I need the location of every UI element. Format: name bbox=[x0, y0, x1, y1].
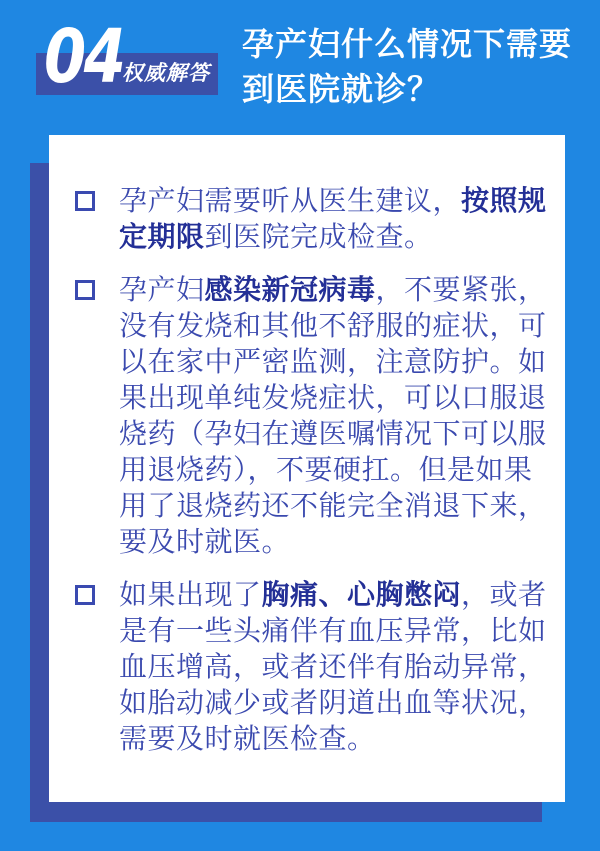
bullet-text bbox=[119, 272, 547, 560]
bullet-text bbox=[119, 577, 547, 757]
page-title bbox=[242, 22, 572, 112]
bullet-item bbox=[75, 577, 547, 757]
checkbox-icon bbox=[75, 280, 95, 300]
checkbox-icon bbox=[75, 191, 95, 211]
bullet-list bbox=[75, 183, 547, 774]
text-segment-bold: 按照规定期限 bbox=[119, 184, 547, 253]
section-number: 04 bbox=[44, 14, 124, 100]
title-line-1: 孕产妇什么情况下需要 bbox=[242, 25, 573, 63]
text-segment: 到医院完成检查。 bbox=[204, 220, 433, 253]
checkbox-icon bbox=[75, 585, 95, 605]
text-segment: 孕产妇 bbox=[119, 273, 205, 306]
badge-label: 权威解答 bbox=[122, 61, 210, 85]
text-segment: ，或者是有一些头痛伴有血压异常，比如血压增高，或者还伴有胎动异常，如胎动减少或者阴道出血等状况，需要及时就医检查。 bbox=[119, 578, 547, 755]
text-segment: 如果出现了 bbox=[119, 578, 262, 611]
bullet-text bbox=[119, 183, 547, 255]
bullet-item bbox=[75, 183, 547, 255]
text-segment: 孕产妇需要听从医生建议， bbox=[119, 184, 462, 217]
text-segment-bold: 胸痛、心胸憋闷 bbox=[261, 578, 462, 611]
text-segment-bold: 感染新冠病毒 bbox=[204, 273, 376, 306]
text-segment: ，不要紧张，没有发烧和其他不舒服的症状，可以在家中严密监测，注意防护。如果出现单纯发烧症状，可以口服退烧药（孕妇在遵医嘱情况下可以服用退烧药），不要硬扛。但是如果用了退烧药还不能完全消退下来，要及时就医。 bbox=[119, 273, 547, 558]
bullet-item bbox=[75, 272, 547, 560]
content-card bbox=[49, 135, 565, 802]
title-line-2: 到医院就诊？ bbox=[242, 70, 441, 108]
